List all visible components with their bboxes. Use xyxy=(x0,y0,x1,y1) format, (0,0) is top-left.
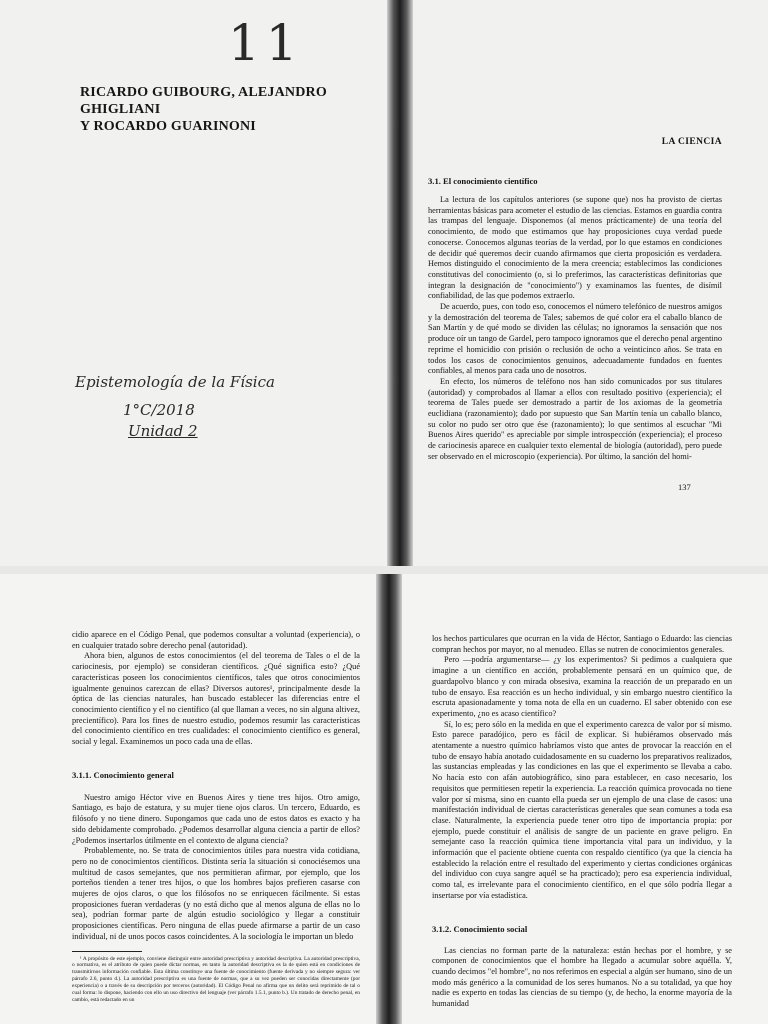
paragraph: En efecto, los números de teléfono nos han sido comunicados por sus titulares (autoridad) y comprobados al llamar a ellos con resultado positivo (experiencia); el teorema de Tales puede ser demostrado a partir de los axiomas de la geometría euclidiana (razonamiento); dado por supuesto que San Martín tenía un caballo blanco, su color no pudo ser otro que ése (razonamiento); lo que sentimos al escuchar "Mi Buenos Aires querido" es apreciable por simple introspección (experiencia); el proceso de cariocinesis aparece en cualquier texto elemental de biología (autoridad), pero puede ser observado en el microscopio (experiencia). Por último, la sanción del homi- xyxy=(428,376,722,461)
section-heading: 3.1.2. Conocimiento social xyxy=(432,923,528,934)
footnote: ¹ A propósito de este ejemplo, conviene distinguir entre autoridad prescriptiva y autoridad descriptiva. La autoridad prescriptiva, o normativa, es el atributo de quien puede dictar normas, en tanto la autoridad descriptiva es la de quien está en condiciones de transmitirnos información confiable. Esta última constituye una fuente de conocimiento (fuente derivada y no siempre segura: ver párrafo 2.6, punto d.). La autoridad prescriptiva es una fuente de normas, que a su vez pueden ser conocidas directamente (por experiencia) o a través de su descripción por terceros (autoridad). El Código Penal no afirma que un delito será reprimido de tal o cual forma: lo dispone, haciendo con ello un uso directivo del lenguaje (ver párrafo 1.5.1, punto b.). Un tratado de derecho penal, en cambio, está redactado en un xyxy=(72,955,360,1004)
section-body xyxy=(432,946,732,1010)
handwritten-term: 1°C/2018 xyxy=(123,401,195,419)
paragraph: La lectura de los capítulos anteriores (se supone que) nos ha provisto de ciertas herramientas básicas para acometer el estudio de las ciencias. Estamos en guardia contra las trampas del lenguaje. Disponemos (al menos prácticamente) de una teoría del conocimiento, de modo que estimamos que hay proposiciones cuya verdad puede conocerse. Conocemos algunas teorías de la verdad, por lo que estamos en condiciones de decidir qué queremos decir cuando afirmamos que cierta proposición es verdadera. Hemos distinguido el conocimiento de la mera creencia; establecimos las condiciones constitutivas del conocimiento (o, si lo preferimos, las características definitorias que integran la designación de "conocimiento") y examinamos las fuentes, de disímil confiabilidad, de las que podemos extraerlo. xyxy=(428,195,722,301)
paragraph: los hechos particulares que ocurran en la vida de Héctor, Santiago o Eduardo: las ciencias compran hechos por mayor, no al menudeo. Ellas se nutren de conocimientos generales. xyxy=(432,634,732,654)
paragraph: cidio aparece en el Código Penal, que podemos consultar a voluntad (experiencia), o en cualquier tratado sobre derecho penal (autoridad). xyxy=(72,630,360,650)
handwritten-unit: Unidad 2 xyxy=(128,422,198,440)
page-number: 137 xyxy=(678,482,691,492)
page-138-text xyxy=(72,630,360,1004)
author-line-1: RICARDO GUIBOURG, ALEJANDRO GHIGLIANI xyxy=(80,85,327,117)
chapter-title: LA CIENCIA xyxy=(661,137,722,147)
author-line-2: Y ROCARDO GUARINONI xyxy=(80,119,256,134)
footnote-divider xyxy=(72,951,142,952)
section-body xyxy=(428,195,722,463)
paragraph: Probablemente, no. Se trata de conocimientos útiles para nuestra vida cotidiana, pero no de conocimientos científicos. Distinta sería la situación si conociésemos una multitud de casos semejantes, que nos permitieran afirmar, por ejemplo, que los porteños tienden a tener tres hijos, o que los hombres bajos prefieren casarse con mujeres de ojos claros, o que los filósofos no se enriquecen fácilmente. Si estas proposiciones fueran verdaderas (y no está dicho que al menos alguna de ellas no lo sea), podrían formar parte de algún estudio sociológico y llegar a constituir proposiciones científicas. Pero ninguna de ellas puede afirmarse a partir de un caso individual, ni de unos pocos casos coincidentes. A la sociología le importan un bledo xyxy=(72,846,360,941)
handwritten-course-name: Epistemología de la Física xyxy=(75,373,275,391)
paragraph: Pero —podría argumentarse— ¿y los experimentos? Si pedimos a cualquiera que imagine a un científico en acción, probablemente pensará en un químico que, de guardapolvo blanco y con mirada obsesiva, examina la reacción de un preparado en un tubo de ensayo. Esa reacción es un hecho individual, y sin embargo nuestro científico la escruta apasionadamente y toma nota de ella en un cuaderno. El saber obtenido con ese experimento, ¿no es acaso científico? xyxy=(432,655,732,718)
paragraph: Ahora bien, algunos de estos conocimientos (el del teorema de Tales o el de la cariocinesis, por ejemplo) se consideran científicos. ¿Qué significa esto? ¿Qué características poseen los conocimientos científicos, tales que otros conocimientos igualmente genuinos carezcan de ellas? Diversos autores¹, principalmente desde la óptica de las ciencias naturales, han buscado establecer las diferencias entre el conocimiento científico y el no científico (al que llaman a veces, no sin alguna altivez, precientífico). Para los fines de nuestro estudio, podemos resumir las características del conocimiento científico en tres cualidades: el conocimiento científico es general, social y legal. Examinemos un poco cada una de ellas. xyxy=(72,651,360,747)
section-body xyxy=(72,793,360,943)
book-gutter-shadow xyxy=(376,574,402,1024)
handwritten-page-mark: 11 xyxy=(228,14,304,72)
paragraph: Nuestro amigo Héctor vive en Buenos Aires y tiene tres hijos. Otro amigo, Santiago, es bajo de estatura, y su mujer tiene ojos claros. Un tercero, Eduardo, es filósofo y no tiene dinero. Supongamos que cada uno de estos datos es exacto y ha sido debidamente comprobado. ¿Podemos desarrollar alguna ciencia a partir de ellos? ¿Podemos insertarlos útilmente en el contexto de alguna ciencia? xyxy=(72,792,360,845)
page-139-text xyxy=(432,634,732,1010)
page-137-text xyxy=(428,137,722,463)
paragraph: De acuerdo, pues, con todo eso, conocemos el número telefónico de nuestros amigos y la demostración del teorema de Tales; sabemos de qué color era el caballo blanco de San Martín y de qué modo se dividen las células; no ignoramos la sensación que nos produce oír un tango de Gardel, pero tampoco ignoramos que el derecho penal argentino reprime el homicidio con prisión o reclusión de ocho a veinticinco años. Se trata en todos los casos de conocimientos genuinos, adecuadamente fundados en fuentes confiables, al menos para cada uno de nosotros. xyxy=(428,302,722,376)
author-names xyxy=(80,84,380,135)
paragraph: Las ciencias no forman parte de la naturaleza: están hechas por el hombre, y se componen de conocimientos que el hombre ha llegado a acumular sobre aquélla. Y, cuando decimos "el hombre", no nos referimos en especial a algún ser humano, sino de un modo más genérico a la comunidad de los seres humanos. No a su totalidad, ya que hoy nadie es experto en todas las ciencias de su tiempo (y, de hecho, la enorme mayoría de la humanidad xyxy=(432,945,732,1009)
section-heading: 3.1.1. Conocimiento general xyxy=(72,769,174,780)
section-body xyxy=(432,634,732,902)
scanned-spread-bottom xyxy=(0,574,768,1024)
book-gutter-shadow xyxy=(387,0,413,566)
continuation-body xyxy=(72,630,360,748)
section-heading: 3.1. El conocimiento científico xyxy=(428,176,538,186)
paragraph: Sí, lo es; pero sólo en la medida en que el experimento carezca de valor por sí mismo. Esto parece paradójico, pero es fácil de explicar. Si hubiéramos observado más atentamente a nuestro químico habríamos visto que antes de provocar la reacción en el tubo de ensayo había anotado cuidadosamente en su cuaderno los preparativos realizados, las sustancias empleadas y las condiciones en las que el experimento se llevaba a cabo. No hacía esto con afán autobiográfico, sino para establecer, en caso necesario, los requisitos que permitiesen repetir la experiencia. La reacción química provocada no tiene valor por sí misma, sino en cuanto ella pueda ser un ejemplo de una clase de casos: una manifestación individual de ciertas características generales que sean comunes a toda esa clase. Naturalmente, la experiencia puede tener otro tipo de importancia propia: por ejemplo, puede constituir el análisis de sangre de un paciente en grave peligro. En semejante caso la reacción química tiene importancia vital para un individuo, y la información que el paciente obtiene cuenta con respaldo científico (ya que la ciencia ha establecido la relación entre el resultado del experimento y ciertas condiciones orgánicas del individuo con cuya sangre aquél se ha practicado); pero esa experiencia individual, como tal, es irrelevante para el conocimiento científico, en el que sólo podría llegar a insertarse por vía estadística. xyxy=(432,719,732,900)
